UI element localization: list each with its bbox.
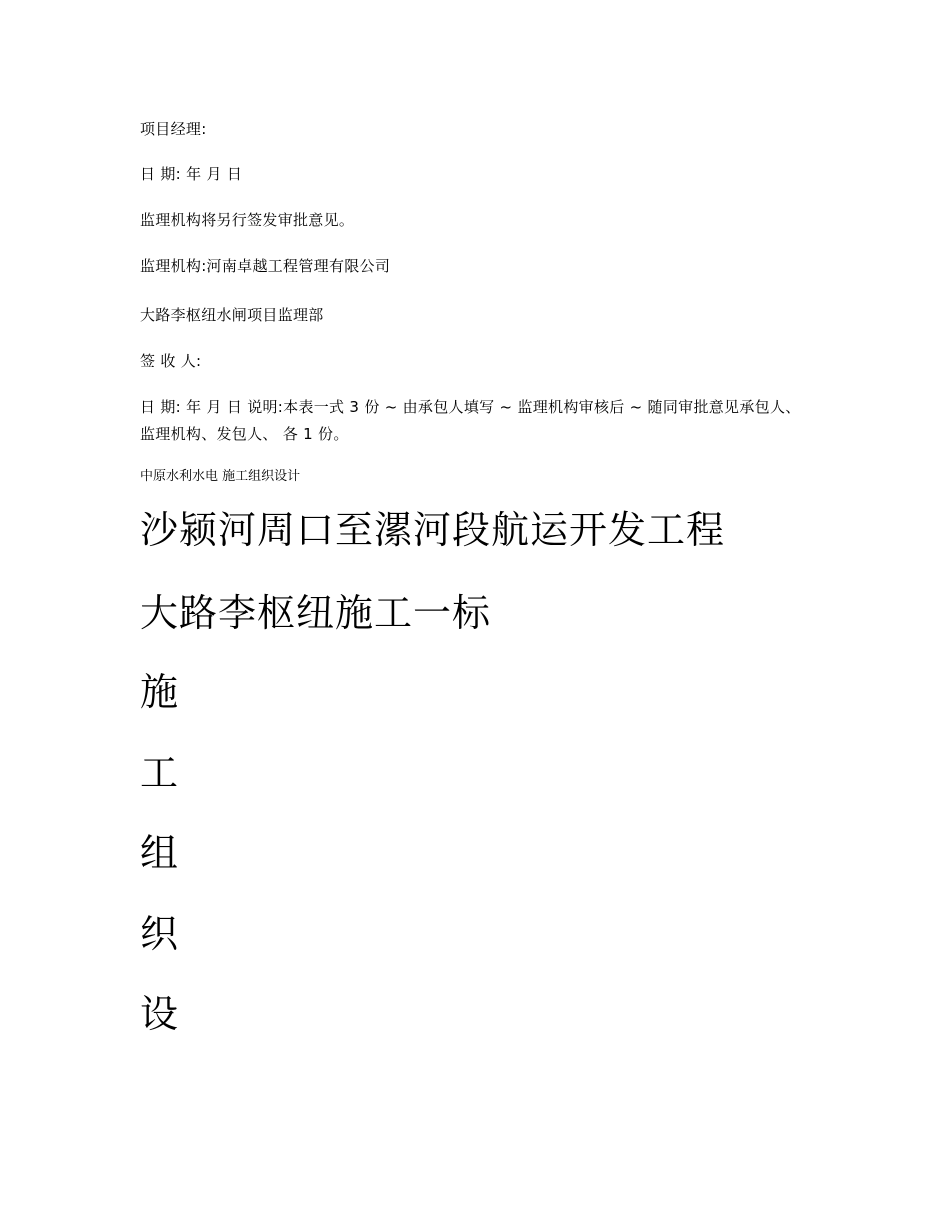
vertical-title-char-2: 工 xyxy=(140,751,179,795)
project-manager-label: 项目经理: xyxy=(140,120,207,138)
vertical-title-char-5: 设 xyxy=(140,992,179,1036)
approval-note: 监理机构将另行签发审批意见。 xyxy=(140,211,355,229)
date-field-1: 日 期: 年 月 日 xyxy=(140,165,243,183)
supervision-organization: 监理机构:河南卓越工程管理有限公司 xyxy=(140,257,391,275)
header-caption: 中原水利水电 施工组织设计 xyxy=(140,469,301,484)
signee-label: 签 收 人: xyxy=(140,352,202,370)
vertical-title-char-1: 施 xyxy=(140,670,179,714)
project-department: 大路李枢纽水闸项目监理部 xyxy=(140,306,324,324)
date-and-instructions: 日 期: 年 月 日 说明:本表一式 3 份 ~ 由承包人填写 ~ 监理机构审核后 ~ 随同审批意见承包人、监理机构、发包人、 各 1 份。 xyxy=(140,398,801,443)
document-title-line-1: 沙颍河周口至漯河段航运开发工程 xyxy=(140,508,726,552)
document-title-line-2: 大路李枢纽施工一标 xyxy=(140,591,492,635)
vertical-title-char-4: 织 xyxy=(140,912,179,956)
vertical-title-char-3: 组 xyxy=(140,831,179,875)
